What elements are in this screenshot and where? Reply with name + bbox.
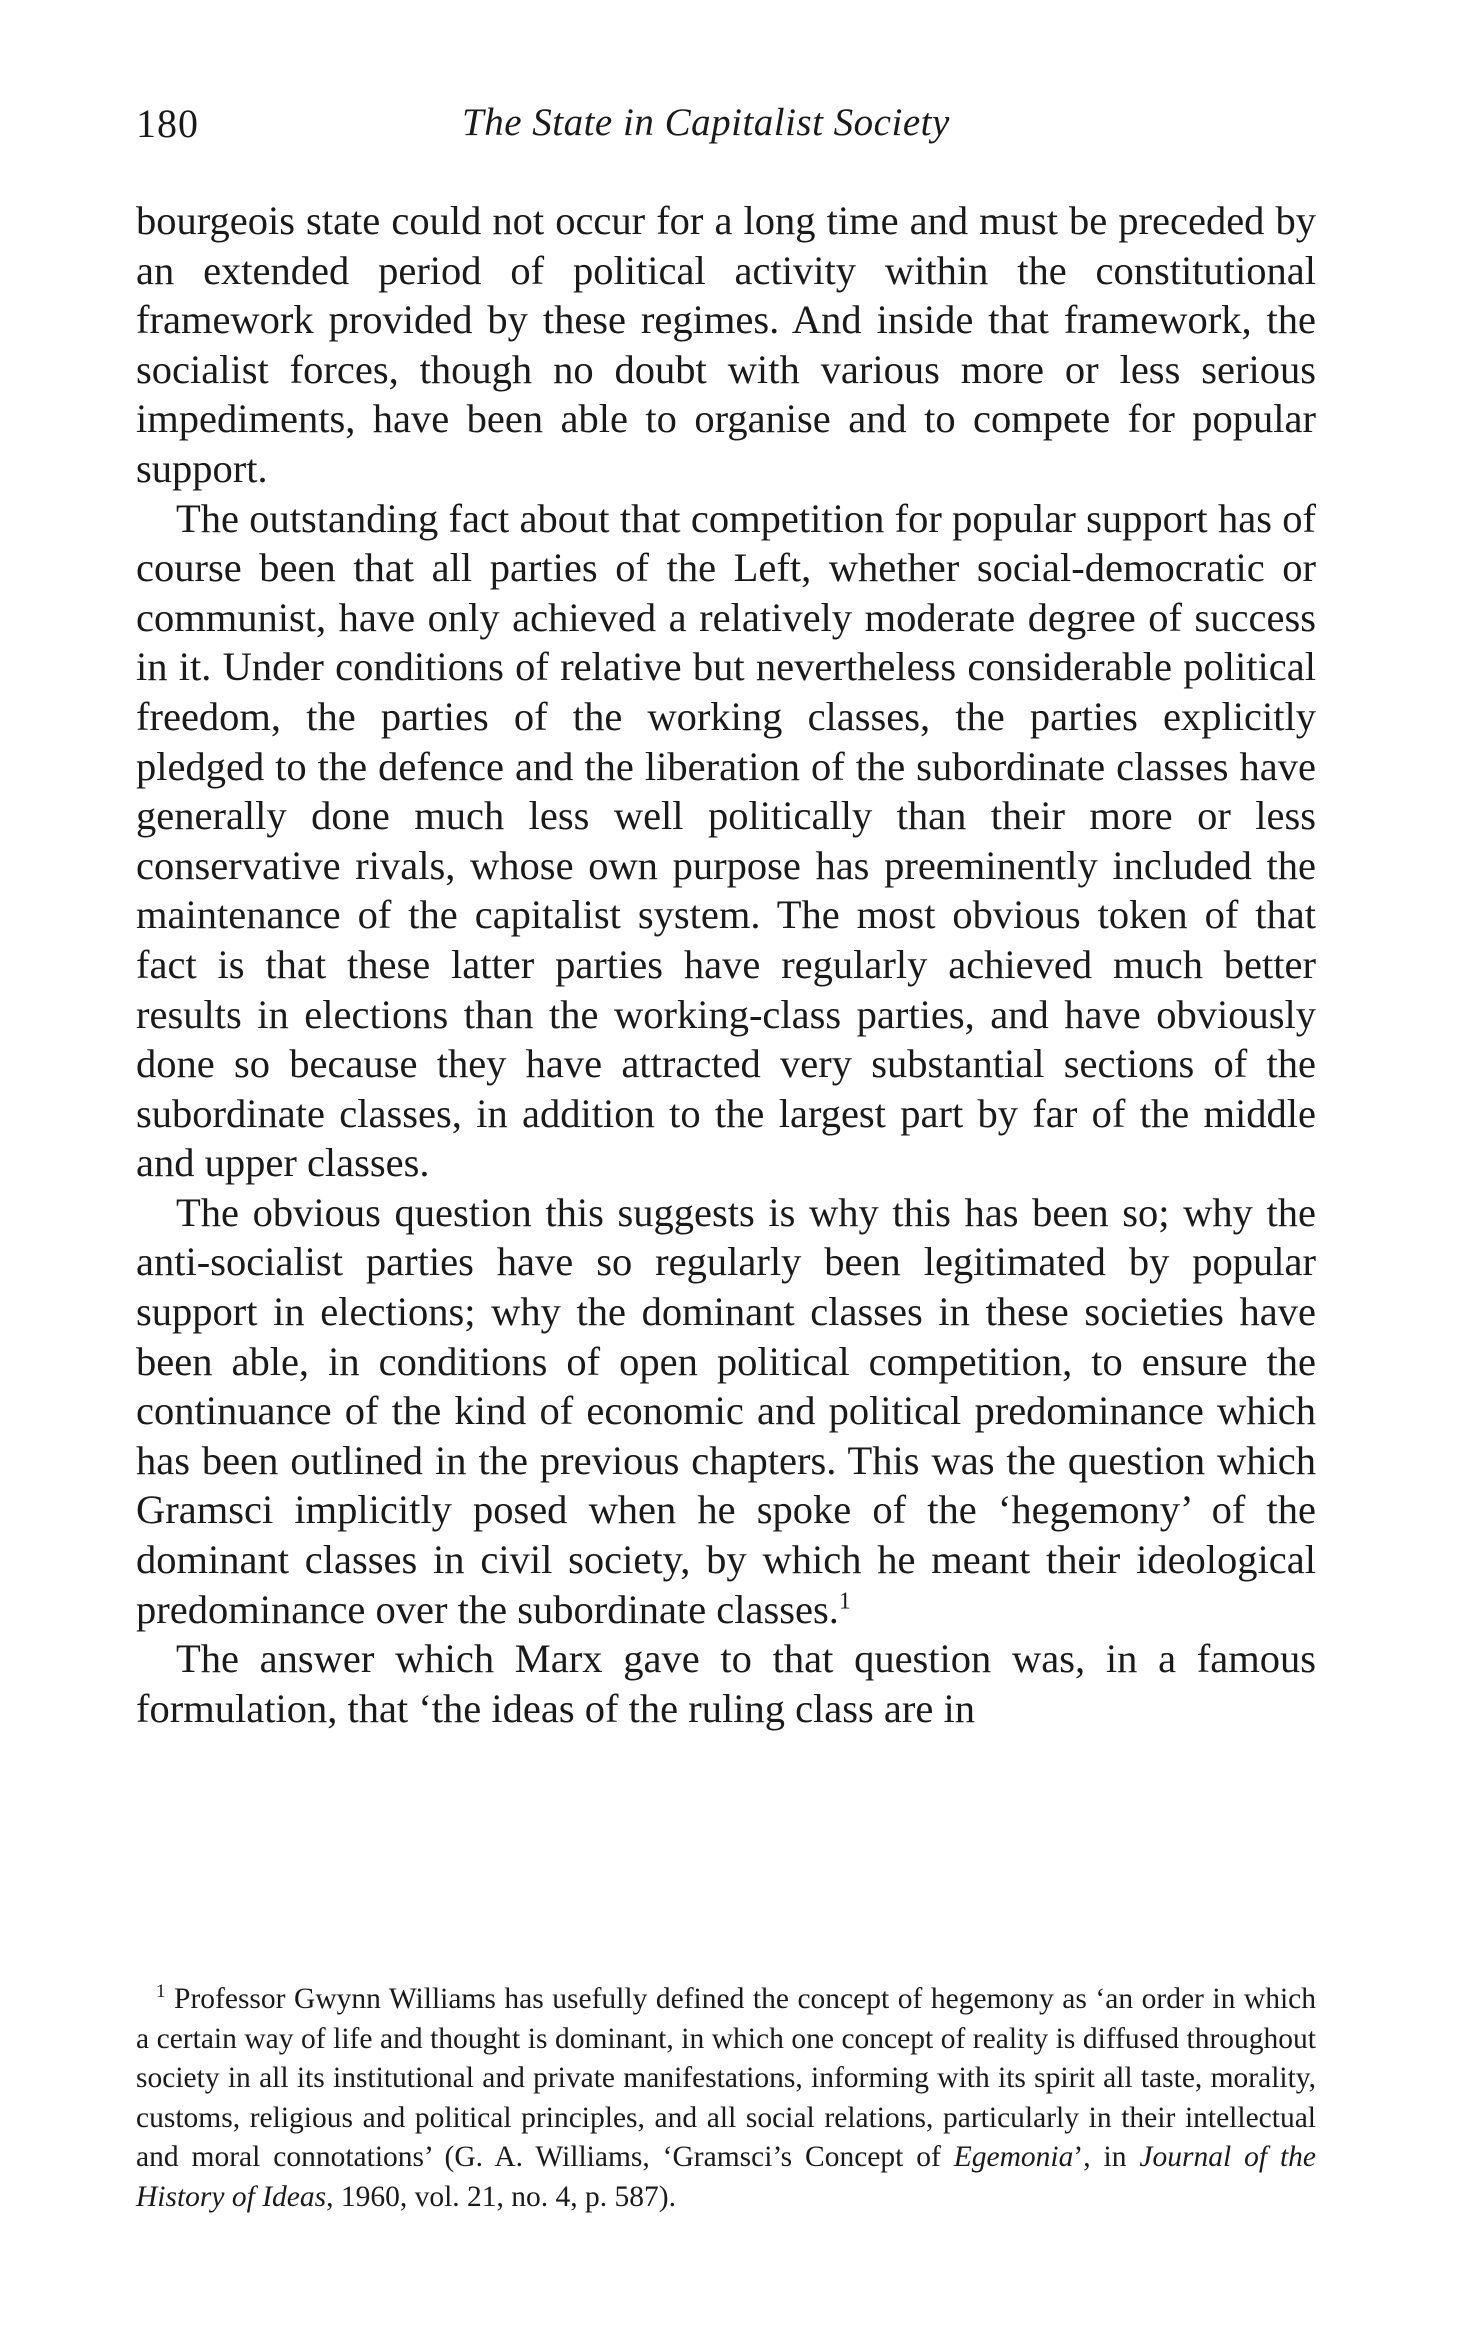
footnote-text-1: Professor Gwynn Williams has usefully defined the concept of hegemony as ‘an order in which a certain way of life and thought is dominant, in which one concept of reality is diffused throughout society in all its institutional and private manifestations, informing with its spirit all taste, morality, customs, religious and political principles, and all social relations, particularly in their intellectual and moral connotations’ (G. A. Williams, ‘Gramsci’s Concept of (136, 1983, 1316, 2173)
page-number: 180 (136, 101, 199, 146)
footnote-text-3: , 1960, vol. 21, no. 4, p. 587). (326, 2180, 676, 2213)
footnote (136, 1980, 1316, 2217)
footnote-reference[interactable]: 1 (838, 1588, 851, 1615)
paragraph-competition: The outstanding fact about that competition for popular support has of course been that all parties of the Left, whether social-democratic or communist, have only achieved a relatively moderate degree of success in it. Under conditions of relative but nevertheless considerable political freedom, the parties of the working classes, the parties explicitly pledged to the defence and the liberation of the subordinate classes have generally done much less well politically than their more or less conservative rivals, whose own purpose has preeminently included the maintenance of the capitalist system. The most obvious token of that fact is that these latter parties have regularly achieved much better results in elections than the working-class parties, and have obviously done so because they have attracted very substantial sections of the subordinate classes, in addition to the largest part by far of the middle and upper classes. (136, 495, 1316, 1186)
footnote-journal-title: Journal of the History of Ideas (136, 2141, 1316, 2213)
footnote-number: 1 (156, 1981, 166, 2003)
running-head (136, 100, 1316, 160)
paragraph-marx: The answer which Marx gave to that question was, in a famous formulation, that ‘the ideas of the ruling class are in (136, 1636, 1316, 1731)
footnote-body (136, 1980, 1316, 2217)
footnote-text-2: ’, in (1073, 2141, 1140, 2173)
paragraph-continued: bourgeois state could not occur for a long time and must be preceded by an extended period of political activity within the constitutional framework provided by these regimes. And inside that framework, the socialist forces, though no doubt with various more or less serious impediments, have been able to organise and to compete for popular support. (136, 198, 1316, 491)
paragraph-hegemony-text: The obvious question this suggests is why this has been so; why the anti-socialist parties have so regularly been legitimated by popular support in elections; why the dominant classes in these societies have been able, in conditions of open political competition, to ensure the continuance of the kind of economic and political predominance which has been outlined in the previous chapters. This was the question which Gramsci implicitly posed when he spoke of the ‘hegemony’ of the dominant classes in civil society, by which he meant their ideological predominance over the subordinate classes. (136, 1189, 1316, 1632)
body-text (136, 196, 1316, 1733)
running-title: The State in Capitalist Society (462, 101, 950, 144)
footnote-italic-egemonia: Egemonia (953, 2141, 1074, 2173)
paragraph-hegemony (136, 1188, 1316, 1634)
